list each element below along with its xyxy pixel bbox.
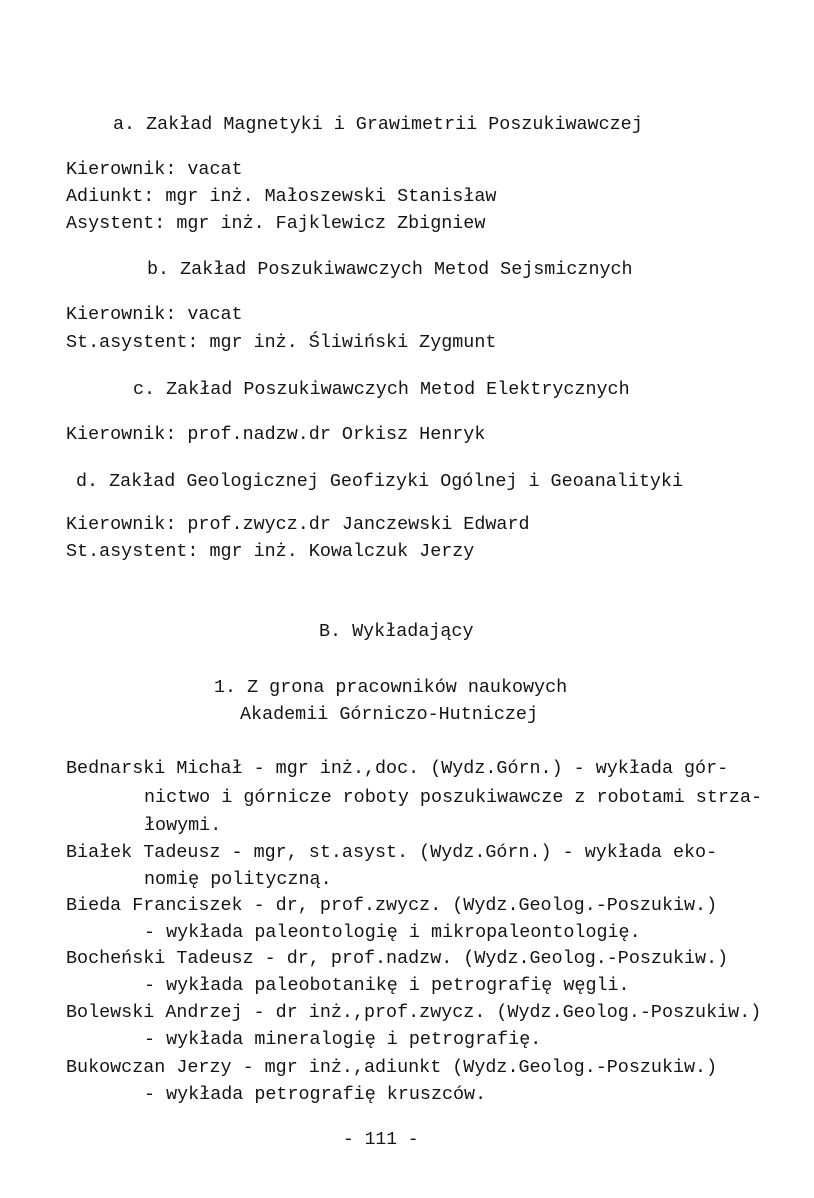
section-a-line: Kierownik: vacat — [66, 159, 243, 180]
lecturer-entry-line: Bolewski Andrzej - dr inż.,prof.zwycz. (Wydz.Geolog.-Poszukiw.) — [66, 1002, 762, 1023]
lecturer-entry-line: nomię polityczną. — [144, 869, 332, 890]
section-d-line: St.asystent: mgr inż. Kowalczuk Jerzy — [66, 541, 475, 562]
lecturer-entry-line: Bednarski Michał - mgr inż.,doc. (Wydz.Górn.) - wykłada gór- — [66, 758, 729, 779]
lecturer-entry-line: Bieda Franciszek - dr, prof.zwycz. (Wydz.Geolog.-Poszukiw.) — [66, 895, 718, 916]
lecturer-entry-line: Białek Tadeusz - mgr, st.asyst. (Wydz.Górn.) - wykłada eko- — [66, 842, 718, 863]
section-c-line: Kierownik: prof.nadzw.dr Orkisz Henryk — [66, 424, 486, 445]
lecturer-entry-line: Bukowczan Jerzy - mgr inż.,adiunkt (Wydz.Geolog.-Poszukiw.) — [66, 1057, 718, 1078]
section-d-line: Kierownik: prof.zwycz.dr Janczewski Edward — [66, 514, 530, 535]
lecturer-entry-line: - wykłada mineralogię i petrografię. — [144, 1029, 542, 1050]
section-b-heading: b. Zakład Poszukiwawczych Metod Sejsmicznych — [147, 259, 633, 280]
lecturer-entry-line: łowymi. — [144, 815, 222, 836]
section-a-line: Adiunkt: mgr inż. Małoszewski Stanisław — [66, 186, 497, 207]
lecturer-entry-line: - wykłada paleobotanikę i petrografię węgli. — [144, 975, 630, 996]
section-d-heading: d. Zakład Geologicznej Geofizyki Ogólnej i Geoanalityki — [76, 471, 683, 492]
lecturers-subheading-line2: Akademii Górniczo-Hutniczej — [240, 704, 538, 725]
lecturer-entry-line: - wykłada paleontologię i mikropaleontologię. — [144, 922, 641, 943]
section-c-heading: c. Zakład Poszukiwawczych Metod Elektrycznych — [133, 379, 630, 400]
lecturer-entry-line: nictwo i górnicze roboty poszukiwawcze z robotami strza- — [144, 787, 763, 808]
lecturers-subheading-line1: 1. Z grona pracowników naukowych — [214, 677, 568, 698]
section-b-line: Kierownik: vacat — [66, 304, 243, 325]
lecturer-entry-line: - wykłada petrografię kruszców. — [144, 1084, 487, 1105]
section-a-line: Asystent: mgr inż. Fajklewicz Zbigniew — [66, 213, 486, 234]
lecturer-entry-line: Bocheński Tadeusz - dr, prof.nadzw. (Wydz.Geolog.-Poszukiw.) — [66, 948, 729, 969]
page-number: - 111 - — [343, 1130, 419, 1150]
lecturers-heading: B. Wykładający — [319, 621, 474, 642]
section-a-heading: a. Zakład Magnetyki i Grawimetrii Poszukiwawczej — [113, 114, 643, 135]
section-b-line: St.asystent: mgr inż. Śliwiński Zygmunt — [66, 332, 497, 353]
